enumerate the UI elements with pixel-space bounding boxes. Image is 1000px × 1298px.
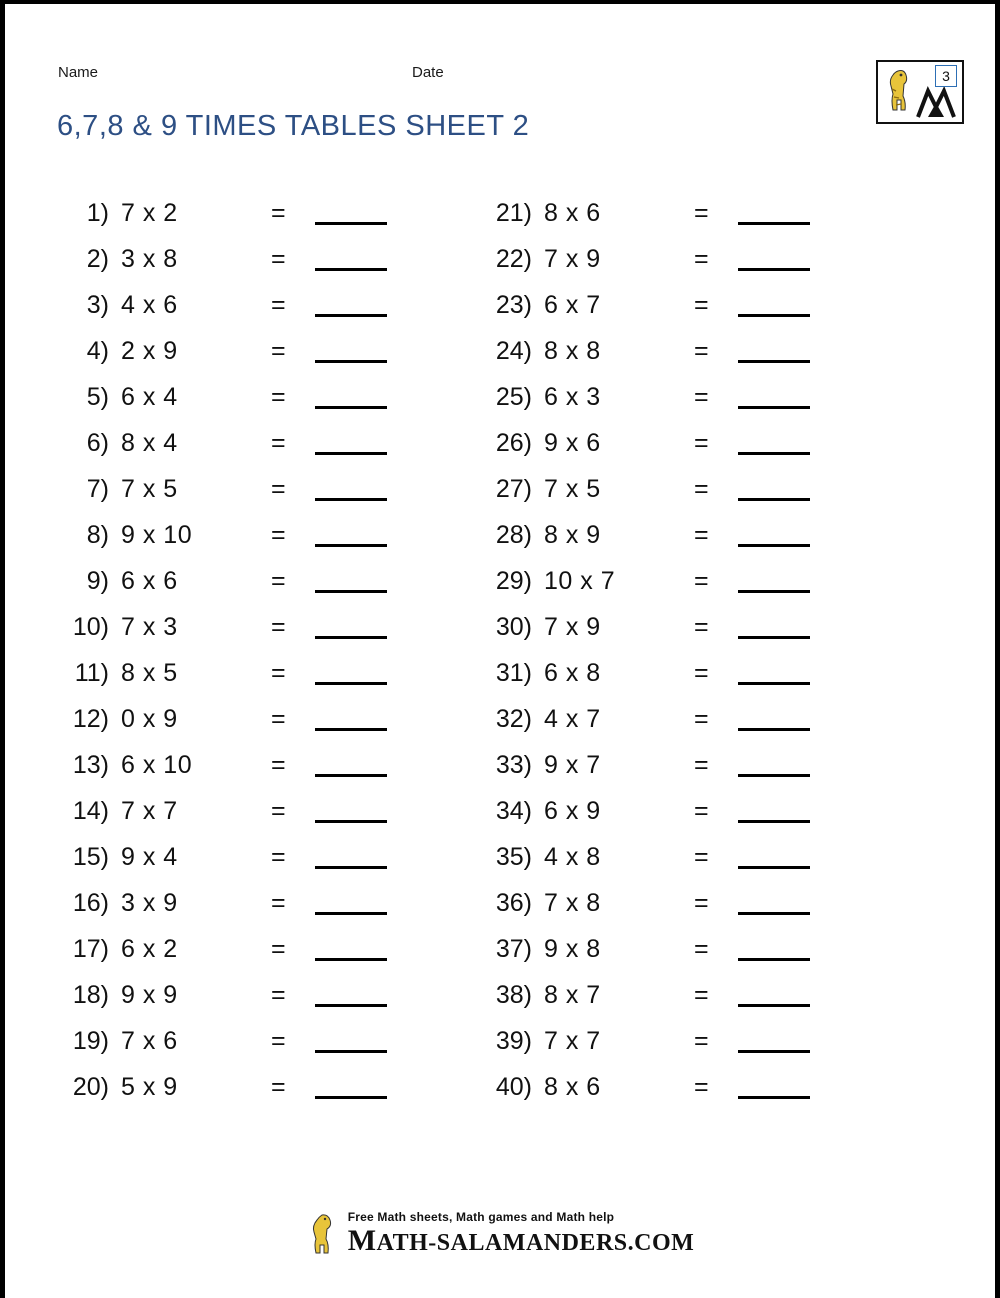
- m-logo-icon: [916, 85, 956, 119]
- name-label: Name: [58, 64, 99, 81]
- equals-sign: =: [694, 520, 709, 549]
- answer-blank[interactable]: [315, 615, 387, 639]
- question-row: [57, 650, 387, 696]
- question-row: [57, 604, 387, 650]
- question-row: [57, 558, 387, 604]
- question-row: [57, 1064, 387, 1110]
- question-expression: 5 x 9: [121, 1072, 178, 1101]
- question-number: 3): [86, 290, 109, 319]
- question-row: [57, 374, 387, 420]
- answer-blank[interactable]: [738, 799, 810, 823]
- equals-sign: =: [271, 704, 286, 733]
- question-row: [480, 604, 810, 650]
- question-row: [57, 834, 387, 880]
- question-number: 11): [74, 658, 109, 687]
- question-row: [57, 926, 387, 972]
- question-number: 22): [495, 244, 532, 273]
- question-expression: 7 x 9: [544, 612, 601, 641]
- answer-blank[interactable]: [738, 293, 810, 317]
- answer-blank[interactable]: [738, 937, 810, 961]
- math-salamanders-logo: [876, 60, 964, 124]
- question-row: [480, 236, 810, 282]
- question-row: [480, 880, 810, 926]
- equals-sign: =: [271, 474, 286, 503]
- equals-sign: =: [271, 566, 286, 595]
- equals-sign: =: [694, 336, 709, 365]
- answer-blank[interactable]: [315, 707, 387, 731]
- question-number: 7): [86, 474, 109, 503]
- question-row: [480, 972, 810, 1018]
- question-expression: 4 x 8: [544, 842, 601, 871]
- question-number: 25): [495, 382, 532, 411]
- question-number: 26): [495, 428, 532, 457]
- question-expression: 9 x 7: [544, 750, 601, 779]
- footer-content: [306, 1210, 695, 1258]
- equals-sign: =: [271, 1072, 286, 1101]
- question-expression: 6 x 8: [544, 658, 601, 687]
- question-row: [57, 282, 387, 328]
- equals-sign: =: [694, 796, 709, 825]
- question-row: [57, 788, 387, 834]
- equals-sign: =: [694, 474, 709, 503]
- answer-blank[interactable]: [315, 1029, 387, 1053]
- question-expression: 6 x 6: [121, 566, 178, 595]
- question-expression: 0 x 9: [121, 704, 178, 733]
- answer-blank[interactable]: [315, 385, 387, 409]
- question-number: 2): [86, 244, 109, 273]
- equals-sign: =: [271, 796, 286, 825]
- question-row: [57, 972, 387, 1018]
- questions-column-left: [57, 190, 387, 1110]
- question-expression: 7 x 3: [121, 612, 178, 641]
- question-number: 4): [86, 336, 109, 365]
- question-expression: 9 x 8: [544, 934, 601, 963]
- equals-sign: =: [271, 1026, 286, 1055]
- answer-blank[interactable]: [738, 477, 810, 501]
- footer-site-initial: M: [347, 1224, 377, 1257]
- answer-blank[interactable]: [315, 339, 387, 363]
- question-expression: 7 x 5: [121, 474, 178, 503]
- question-number: 21): [495, 198, 532, 227]
- question-number: 32): [495, 704, 532, 733]
- answer-blank[interactable]: [315, 799, 387, 823]
- question-number: 40): [495, 1072, 532, 1101]
- question-number: 27): [495, 474, 532, 503]
- question-number: 18): [72, 980, 109, 1009]
- equals-sign: =: [271, 612, 286, 641]
- answer-blank[interactable]: [738, 707, 810, 731]
- question-row: [480, 742, 810, 788]
- question-number: 37): [495, 934, 532, 963]
- equals-sign: =: [694, 704, 709, 733]
- equals-sign: =: [694, 658, 709, 687]
- answer-blank[interactable]: [315, 247, 387, 271]
- answer-blank[interactable]: [315, 201, 387, 225]
- answer-blank[interactable]: [738, 569, 810, 593]
- question-row: [57, 190, 387, 236]
- question-number: 14): [72, 796, 109, 825]
- answer-blank[interactable]: [738, 615, 810, 639]
- answer-blank[interactable]: [738, 1029, 810, 1053]
- question-expression: 9 x 10: [121, 520, 193, 549]
- footer-site-rest: ATH-SALAMANDERS.COM: [376, 1230, 695, 1256]
- equals-sign: =: [694, 198, 709, 227]
- question-expression: 7 x 5: [544, 474, 601, 503]
- equals-sign: =: [271, 750, 286, 779]
- question-expression: 8 x 8: [544, 336, 601, 365]
- question-number: 35): [495, 842, 532, 871]
- equals-sign: =: [694, 842, 709, 871]
- equals-sign: =: [694, 750, 709, 779]
- footer-site: [348, 1224, 695, 1258]
- equals-sign: =: [694, 566, 709, 595]
- question-expression: 4 x 7: [544, 704, 601, 733]
- answer-blank[interactable]: [738, 523, 810, 547]
- question-number: 20): [72, 1072, 109, 1101]
- question-expression: 6 x 4: [121, 382, 178, 411]
- question-number: 36): [495, 888, 532, 917]
- question-number: 16): [72, 888, 109, 917]
- question-number: 19): [72, 1026, 109, 1055]
- answer-blank[interactable]: [738, 1075, 810, 1099]
- question-number: 31): [495, 658, 532, 687]
- page-border-left: [0, 4, 5, 1298]
- question-number: 24): [495, 336, 532, 365]
- questions-column-right: [480, 190, 810, 1110]
- question-expression: 7 x 6: [121, 1026, 178, 1055]
- answer-blank[interactable]: [738, 983, 810, 1007]
- answer-blank[interactable]: [738, 661, 810, 685]
- page-border-right: [995, 4, 1000, 1298]
- answer-blank[interactable]: [315, 891, 387, 915]
- question-row: [480, 374, 810, 420]
- question-expression: 2 x 9: [121, 336, 178, 365]
- question-expression: 8 x 6: [544, 1072, 601, 1101]
- question-expression: 9 x 9: [121, 980, 178, 1009]
- answer-blank[interactable]: [315, 431, 387, 455]
- question-expression: 4 x 6: [121, 290, 178, 319]
- answer-blank[interactable]: [315, 753, 387, 777]
- answer-blank[interactable]: [315, 1075, 387, 1099]
- question-expression: 9 x 4: [121, 842, 178, 871]
- equals-sign: =: [271, 290, 286, 319]
- page-title: 6,7,8 & 9 TIMES TABLES SHEET 2: [57, 110, 530, 142]
- question-expression: 7 x 9: [544, 244, 601, 273]
- question-number: 8): [86, 520, 109, 549]
- question-number: 39): [495, 1026, 532, 1055]
- answer-blank[interactable]: [738, 385, 810, 409]
- equals-sign: =: [694, 1026, 709, 1055]
- question-number: 5): [86, 382, 109, 411]
- equals-sign: =: [271, 244, 286, 273]
- question-row: [57, 512, 387, 558]
- question-number: 9): [86, 566, 109, 595]
- equals-sign: =: [694, 290, 709, 319]
- question-expression: 7 x 7: [121, 796, 178, 825]
- answer-blank[interactable]: [738, 431, 810, 455]
- question-number: 17): [72, 934, 109, 963]
- question-number: 1): [86, 198, 109, 227]
- equals-sign: =: [271, 336, 286, 365]
- question-expression: 8 x 4: [121, 428, 178, 457]
- question-row: [480, 926, 810, 972]
- equals-sign: =: [271, 520, 286, 549]
- question-expression: 7 x 7: [544, 1026, 601, 1055]
- giraffe-icon: [884, 67, 914, 119]
- question-number: 28): [495, 520, 532, 549]
- question-number: 38): [495, 980, 532, 1009]
- answer-blank[interactable]: [738, 247, 810, 271]
- question-row: [480, 328, 810, 374]
- question-expression: 3 x 8: [121, 244, 178, 273]
- question-number: 23): [495, 290, 532, 319]
- equals-sign: =: [271, 888, 286, 917]
- question-row: [480, 650, 810, 696]
- equals-sign: =: [694, 612, 709, 641]
- equals-sign: =: [271, 934, 286, 963]
- question-row: [57, 742, 387, 788]
- question-expression: 8 x 6: [544, 198, 601, 227]
- question-row: [480, 834, 810, 880]
- question-row: [480, 466, 810, 512]
- question-row: [57, 236, 387, 282]
- question-row: [57, 420, 387, 466]
- answer-blank[interactable]: [738, 339, 810, 363]
- footer: [0, 1210, 1000, 1258]
- question-number: 29): [495, 566, 532, 595]
- equals-sign: =: [271, 198, 286, 227]
- equals-sign: =: [694, 1072, 709, 1101]
- question-row: [480, 512, 810, 558]
- question-row: [480, 558, 810, 604]
- equals-sign: =: [694, 382, 709, 411]
- equals-sign: =: [694, 980, 709, 1009]
- question-expression: 10 x 7: [544, 566, 616, 595]
- footer-tagline: Free Math sheets, Math games and Math help: [347, 1210, 615, 1224]
- question-row: [57, 1018, 387, 1064]
- question-row: [480, 1018, 810, 1064]
- question-expression: 6 x 3: [544, 382, 601, 411]
- answer-blank[interactable]: [315, 937, 387, 961]
- equals-sign: =: [694, 428, 709, 457]
- question-row: [480, 1064, 810, 1110]
- question-row: [57, 466, 387, 512]
- answer-blank[interactable]: [315, 477, 387, 501]
- equals-sign: =: [694, 934, 709, 963]
- question-expression: 6 x 7: [544, 290, 601, 319]
- question-row: [480, 190, 810, 236]
- equals-sign: =: [694, 244, 709, 273]
- equals-sign: =: [271, 382, 286, 411]
- question-number: 33): [495, 750, 532, 779]
- question-number: 34): [495, 796, 532, 825]
- equals-sign: =: [271, 842, 286, 871]
- answer-blank[interactable]: [315, 523, 387, 547]
- answer-blank[interactable]: [738, 201, 810, 225]
- question-expression: 7 x 8: [544, 888, 601, 917]
- question-expression: 8 x 5: [121, 658, 178, 687]
- question-expression: 6 x 2: [121, 934, 178, 963]
- equals-sign: =: [271, 658, 286, 687]
- question-expression: 8 x 9: [544, 520, 601, 549]
- giraffe-icon: [306, 1212, 340, 1256]
- equals-sign: =: [694, 888, 709, 917]
- answer-blank[interactable]: [738, 891, 810, 915]
- question-expression: 8 x 7: [544, 980, 601, 1009]
- question-number: 15): [72, 842, 109, 871]
- answer-blank[interactable]: [315, 845, 387, 869]
- equals-sign: =: [271, 428, 286, 457]
- question-number: 30): [495, 612, 532, 641]
- answer-blank[interactable]: [315, 983, 387, 1007]
- question-number: 12): [72, 704, 109, 733]
- grade-badge: 3: [935, 65, 957, 87]
- equals-sign: =: [271, 980, 286, 1009]
- answer-blank[interactable]: [738, 753, 810, 777]
- question-expression: 9 x 6: [544, 428, 601, 457]
- question-number: 10): [72, 612, 109, 641]
- question-number: 6): [86, 428, 109, 457]
- answer-blank[interactable]: [315, 661, 387, 685]
- question-expression: 6 x 10: [121, 750, 193, 779]
- date-label: Date: [412, 64, 444, 81]
- question-row: [57, 880, 387, 926]
- answer-blank[interactable]: [315, 569, 387, 593]
- question-row: [57, 328, 387, 374]
- question-row: [480, 420, 810, 466]
- question-row: [480, 696, 810, 742]
- question-number: 13): [72, 750, 109, 779]
- question-row: [480, 788, 810, 834]
- answer-blank[interactable]: [738, 845, 810, 869]
- question-row: [480, 282, 810, 328]
- question-row: [57, 696, 387, 742]
- question-expression: 7 x 2: [121, 198, 178, 227]
- answer-blank[interactable]: [315, 293, 387, 317]
- question-expression: 6 x 9: [544, 796, 601, 825]
- question-expression: 3 x 9: [121, 888, 178, 917]
